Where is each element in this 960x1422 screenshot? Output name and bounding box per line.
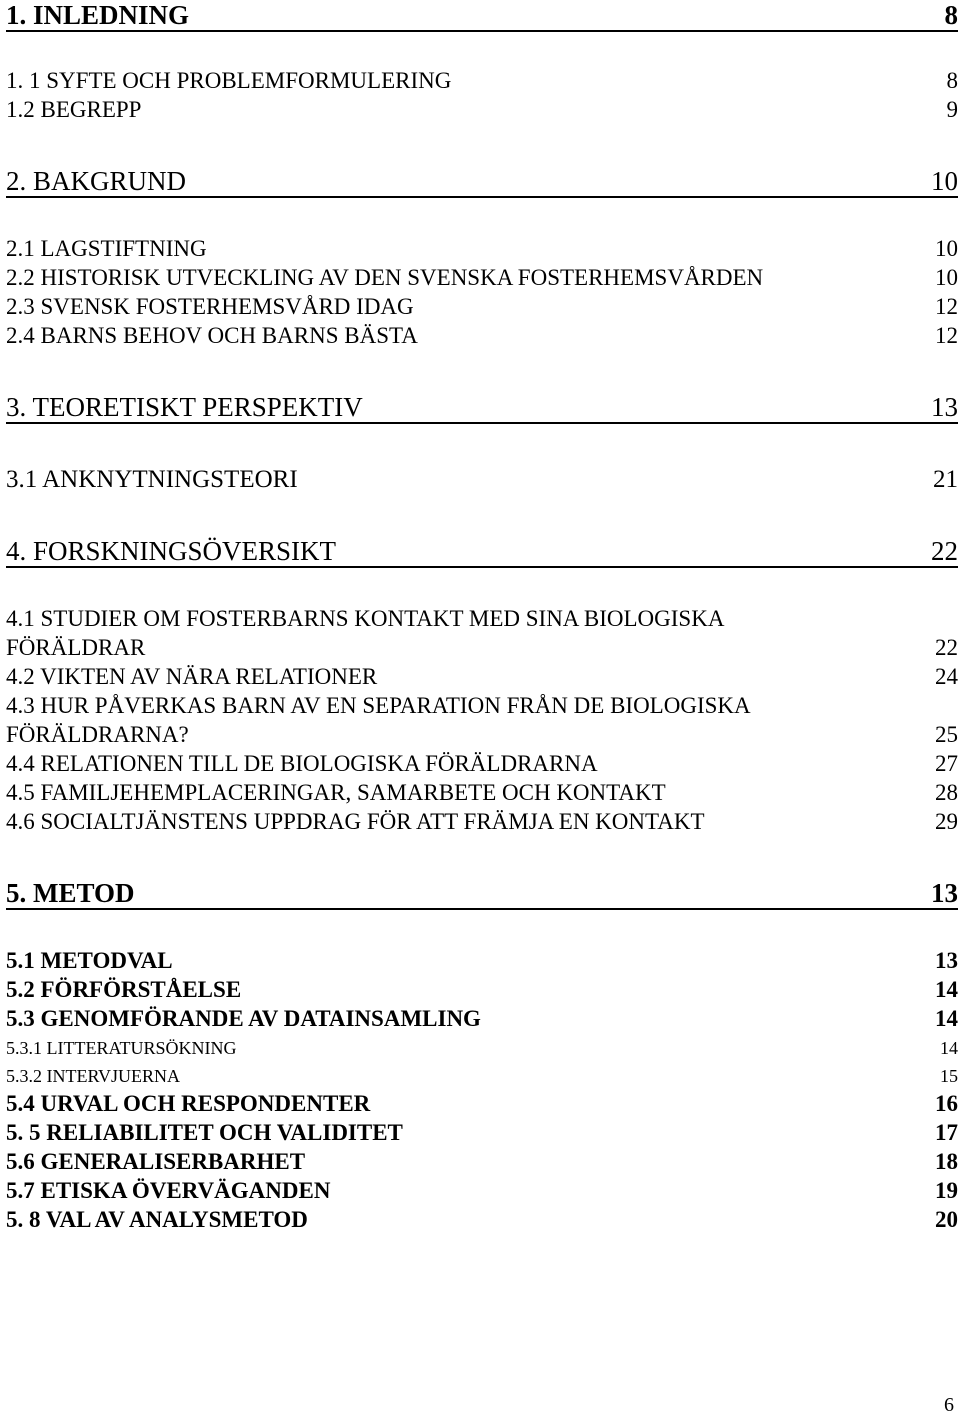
toc-entry: [6, 1120, 958, 1146]
toc-page: 22: [935, 635, 958, 660]
toc-title: 3.1 ANKNYTNINGSTEORI: [6, 466, 298, 493]
toc-heading-5: [6, 878, 958, 910]
toc-entry: [6, 265, 958, 291]
toc-title: 2. BAKGRUND: [6, 166, 187, 196]
toc-page: 21: [933, 466, 958, 493]
toc-page: 25: [935, 722, 958, 747]
toc-title: 4.5 FAMILJEHEMPLACERINGAR, SAMARBETE OCH KONTAKT: [6, 780, 666, 805]
toc-title: 2.2 HISTORISK UTVECKLING AV DEN SVENSKA FOSTERHEMSVÅRDEN: [6, 265, 764, 290]
toc-page: 18: [935, 1149, 958, 1174]
toc-entry: [6, 294, 958, 320]
toc-title: 4. FORSKNINGSÖVERSIKT: [6, 536, 337, 566]
toc-page: 14: [935, 1006, 958, 1031]
toc-entry: [6, 97, 958, 123]
page-number: 6: [944, 1394, 954, 1416]
toc-entry: [6, 809, 958, 835]
toc-page: 10: [931, 166, 958, 196]
toc-entry: [6, 722, 958, 748]
toc-entry: [6, 780, 958, 806]
toc-entry: [6, 1178, 958, 1204]
toc-page: 12: [935, 323, 958, 348]
toc-page: 27: [935, 751, 958, 776]
toc-entry: [6, 606, 958, 632]
toc-title: 5. 8 VAL AV ANALYSMETOD: [6, 1207, 308, 1232]
toc-title: 2.1 LAGSTIFTNING: [6, 236, 207, 261]
toc-title: 5.3.1 LITTERATURSÖKNING: [6, 1038, 237, 1058]
toc-entry: [6, 1207, 958, 1233]
toc-title: 5.2 FÖRFÖRSTÅELSE: [6, 977, 242, 1002]
toc-page: 22: [931, 536, 958, 566]
toc-page: 28: [935, 780, 958, 805]
toc-title: 2.3 SVENSK FOSTERHEMSVÅRD IDAG: [6, 294, 414, 319]
toc-title: FÖRÄLDRARNA?: [6, 722, 189, 747]
toc-entry: [6, 948, 958, 974]
toc-title: 1.2 BEGREPP: [6, 97, 142, 122]
toc-heading-4: [6, 536, 958, 568]
toc-title: FÖRÄLDRAR: [6, 635, 146, 660]
toc-title: 5.1 METODVAL: [6, 948, 173, 973]
toc-page: 9: [946, 97, 958, 122]
toc-entry: [6, 693, 958, 719]
toc-page: 13: [931, 392, 958, 422]
toc-title: 5.3 GENOMFÖRANDE AV DATAINSAMLING: [6, 1006, 481, 1031]
toc-page: 24: [935, 664, 958, 689]
toc-page: 8: [946, 68, 958, 93]
toc-heading-1: [6, 0, 958, 32]
toc-page: 15: [940, 1066, 958, 1086]
toc-entry: [6, 635, 958, 661]
toc-title: 1. INLEDNING: [6, 0, 190, 30]
toc-entry: [6, 1037, 958, 1059]
toc-title: 3. TEORETISKT PERSPEKTIV: [6, 392, 363, 422]
toc-title: 2.4 BARNS BEHOV OCH BARNS BÄSTA: [6, 323, 418, 348]
toc-title: 5. 5 RELIABILITET OCH VALIDITET: [6, 1120, 403, 1145]
toc-entry: [6, 1091, 958, 1117]
toc-title: 4.6 SOCIALTJÄNSTENS UPPDRAG FÖR ATT FRÄMJA EN KONTAKT: [6, 809, 705, 834]
toc-title: 1. 1 SYFTE OCH PROBLEMFORMULERING: [6, 68, 452, 93]
toc-title: 5. METOD: [6, 878, 135, 908]
toc-page: 16: [935, 1091, 958, 1116]
toc-entry: [6, 751, 958, 777]
toc-entry: [6, 68, 958, 94]
toc-heading-2: [6, 166, 958, 198]
toc-title: 5.4 URVAL OCH RESPONDENTER: [6, 1091, 371, 1116]
toc-page: 14: [940, 1038, 958, 1058]
toc-page: 19: [935, 1178, 958, 1203]
toc-title: 5.6 GENERALISERBARHET: [6, 1149, 306, 1174]
toc-page: 29: [935, 809, 958, 834]
toc-page: 8: [944, 0, 958, 30]
toc-title: 4.4 RELATIONEN TILL DE BIOLOGISKA FÖRÄLDRARNA: [6, 751, 598, 776]
toc-title: 4.2 VIKTEN AV NÄRA RELATIONER: [6, 664, 378, 689]
toc-entry: [6, 236, 958, 262]
toc-title: 5.7 ETISKA ÖVERVÄGANDEN: [6, 1178, 331, 1203]
toc-page: 14: [935, 977, 958, 1002]
toc-entry: [6, 664, 958, 690]
toc-title: 4.1 STUDIER OM FOSTERBARNS KONTAKT MED SINA BIOLOGISKA: [6, 606, 725, 631]
toc-page: 12: [935, 294, 958, 319]
toc-entry: [6, 323, 958, 349]
toc-page: 17: [935, 1120, 958, 1145]
toc-entry: [6, 1006, 958, 1032]
toc-entry: [6, 977, 958, 1003]
toc-page: 10: [935, 265, 958, 290]
toc-heading-3: [6, 392, 958, 424]
toc-entry: [6, 1149, 958, 1175]
toc-entry: [6, 1065, 958, 1087]
toc-page: 13: [935, 948, 958, 973]
toc-entry: [6, 466, 958, 492]
toc-page: 13: [931, 878, 958, 908]
toc-title: 4.3 HUR PÅVERKAS BARN AV EN SEPARATION FRÅN DE BIOLOGISKA: [6, 693, 751, 718]
toc-page: 20: [935, 1207, 958, 1232]
toc-title: 5.3.2 INTERVJUERNA: [6, 1066, 181, 1086]
toc-page: 10: [935, 236, 958, 261]
